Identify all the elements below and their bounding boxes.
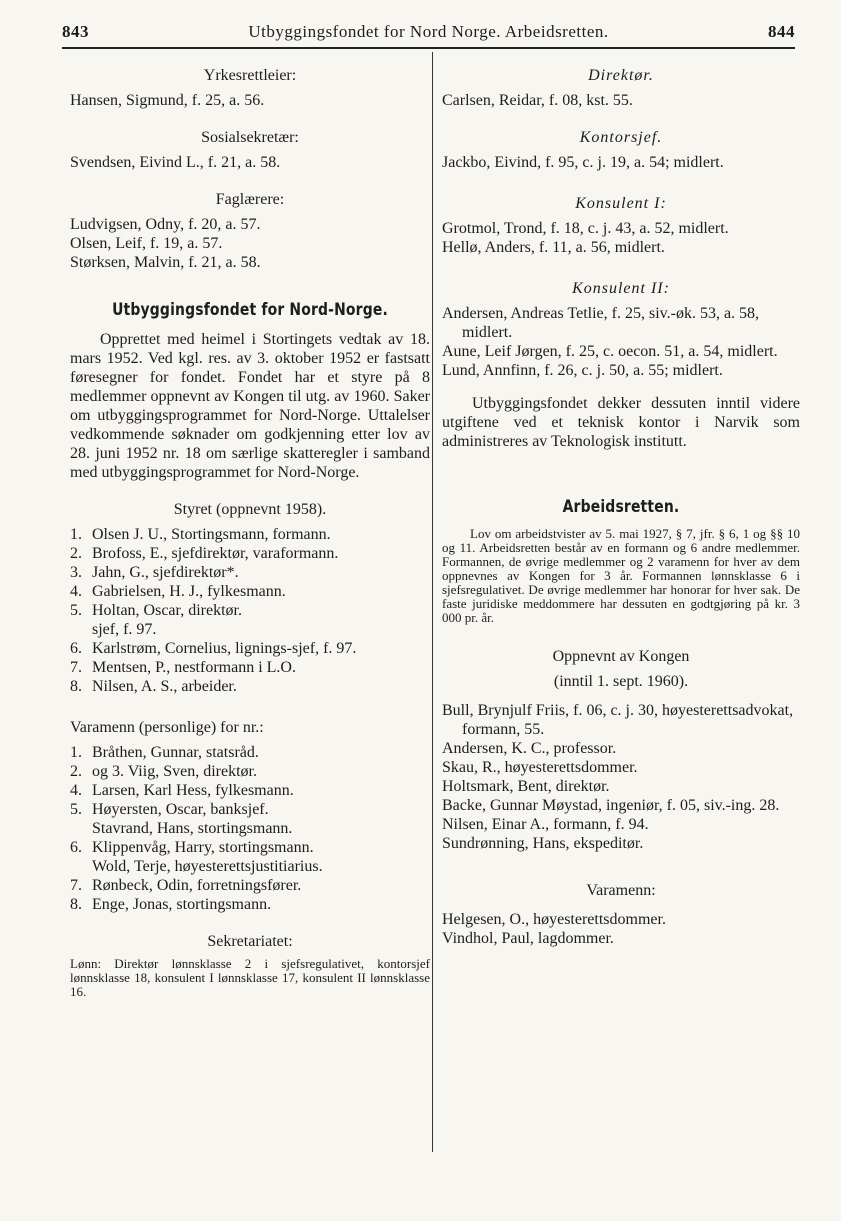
sekretariatet-text: Lønn: Direktør lønnsklasse 2 i sjefsregulativet, kontorsjef lønnsklasse 18, konsulent I lønnsklasse 17, konsulent II lønnsklasse 16. [70,956,430,999]
faglaerere-label: Faglærere: [215,191,285,208]
sosial-entry: Svendsen, Eivind L., f. 21, a. 58. [70,154,281,171]
konsulent2-label: Konsulent II: [572,280,670,297]
list-item: 6. Klippenvåg, Harry, stortingsmann. Wold, Terje, høyesterettsjustitiarius. [70,839,323,875]
list-item: 2. og 3. Viig, Sven, direktør. [70,763,257,780]
varamenn-label-right: Varamenn: [586,882,656,899]
konsulent2-entry: Aune, Leif Jørgen, f. 25, c. oecon. 51, a. 54, midlert. [442,343,778,360]
arbeidsretten-text: Lov om arbeidstvister av 5. mai 1927, § 7, jfr. § 6, 1 og §§ 10 og 11. Arbeidsretten består av en formann og 6 andre medlemmer. Formannen, de øvrige medlemmer og 2 varamenn for hver av dem oppnevnes av Kongen for 3 år. Formannen lønnsklasse 6 i sjefsregulativet. De øvrige medlemmer har honorar for hver sak. De faste juridiske meddommere har dessuten en godtgjøring på kr. 3 000 pr. år. [442,526,800,625]
member-entry: Bull, Brynjulf Friis, f. 06, c. j. 30, høyesterettsadvokat, formann, 55. [442,702,794,738]
konsulent2-entry: Lund, Annfinn, f. 26, c. j. 50, a. 55; midlert. [442,362,723,379]
list-item: 8. Enge, Jonas, stortingsmann. [70,896,272,913]
member-entry: Holtsmark, Bent, direktør. [442,778,610,795]
kontorsjef-label: Kontorsjef. [579,129,663,146]
list-item: 4. Larsen, Karl Hess, fylkesmann. [70,782,294,799]
konsulent1-entry: Grotmol, Trond, f. 18, c. j. 43, a. 52, midlert. [442,220,729,237]
list-item: 2. Brofoss, E., sjefdirektør, varaformann. [70,545,339,562]
list-item: 7. Mentsen, P., nestformann i L.O. [70,659,296,676]
varamann-entry: Helgesen, O., høyesterettsdommer. [442,911,666,928]
list-item: 7. Rønbeck, Odin, forretningsfører. [70,877,302,894]
yrkesrettleier-entry: Hansen, Sigmund, f. 25, a. 56. [70,92,265,109]
fund-description: Opprettet med heimel i Stortingets vedtak av 18. mars 1952. Ved kgl. res. av 3. oktober 1952 er fastsatt føresegner for fondet. Fondet har et styre på 8 medlemmer oppnevnt av Kongen til utg. av 1960. Saker om utbyggingsprogrammet for Nord-Norge. Uttalelser vedkommende søknader om godkjenning etter lov av 28. juni 1952 nr. 18 om særlige skatteregler i samband med utbyggingsprogrammet for Nord-Norge. [70,331,430,481]
varamann-entry: Vindhol, Paul, lagdommer. [442,930,614,947]
page-number-left: 843 [62,22,89,41]
header-rule [62,47,795,49]
styret-list [70,525,430,696]
list-item: 8. Nilsen, A. S., arbeider. [70,678,237,695]
page-header [62,18,795,48]
member-entry: Andersen, K. C., professor. [442,740,617,757]
running-title: Utbyggingsfondet for Nord Norge. Arbeidsretten. [248,22,609,41]
yrkesrettleier-label: Yrkesrettleier: [203,67,297,84]
varamenn-label: Varamenn (personlige) for nr.: [70,719,264,736]
member-entry: Sundrønning, Hans, ekspeditør. [442,835,644,852]
faglaerer-entry: Størksen, Malvin, f. 21, a. 58. [70,254,261,271]
faglaerer-entry: Olsen, Leif, f. 19, a. 57. [70,235,223,252]
list-item: 5. Høyersten, Oscar, banksjef. Stavrand, Hans, stortingsmann. [70,801,293,837]
page-number-right: 844 [768,22,795,41]
direktor-entry: Carlsen, Reidar, f. 08, kst. 55. [442,92,633,109]
konsulent1-entry: Hellø, Anders, f. 11, a. 56, midlert. [442,239,665,256]
kontorsjef-entry: Jackbo, Eivind, f. 95, c. j. 19, a. 54; midlert. [442,154,724,171]
faglaerer-entry: Ludvigsen, Odny, f. 20, a. 57. [70,216,261,233]
column-divider [432,52,433,1152]
member-entry: Nilsen, Einar A., formann, f. 94. [442,816,649,833]
list-item: 1. Olsen J. U., Stortingsmann, formann. [70,526,331,543]
list-item: 3. Jahn, G., sjefdirektør*. [70,564,239,581]
styret-label: Styret (oppnevnt 1958). [173,501,327,518]
right-column [442,66,800,948]
sekretariatet-label: Sekretariatet: [207,933,293,950]
fund-heading: Utbyggingsfondet for Nord-Norge. [112,300,388,320]
list-item: 4. Gabrielsen, H. J., fylkesmann. [70,583,286,600]
member-entry: Backe, Gunnar Møystad, ingeniør, f. 05, siv.-ing. 28. [442,797,780,814]
arbeidsretten-heading: Arbeidsretten. [562,497,680,517]
sosial-label: Sosialsekretær: [201,129,299,146]
varamenn-list [70,743,430,914]
oppnevnt-period: (inntil 1. sept. 1960). [553,673,689,690]
konsulent1-label: Konsulent I: [575,195,667,212]
list-item: 6. Karlstrøm, Cornelius, lignings-sjef, f. 97. [70,640,357,657]
list-item: 5. Holtan, Oscar, direktør. sjef, f. 97. [70,602,242,638]
list-item: 1. Bråthen, Gunnar, statsråd. [70,744,259,761]
left-column [70,66,430,999]
member-entry: Skau, R., høyesterettsdommer. [442,759,638,776]
fund-note: Utbyggingsfondet dekker dessuten inntil videre utgiftene ved et teknisk kontor i Narvik som administreres av Teknologisk institutt. [442,395,800,450]
oppnevnt-label: Oppnevnt av Kongen [552,648,690,665]
konsulent2-entry: Andersen, Andreas Tetlie, f. 25, siv.-øk. 53, a. 58, midlert. [442,305,760,341]
direktor-label: Direktør. [588,67,654,84]
